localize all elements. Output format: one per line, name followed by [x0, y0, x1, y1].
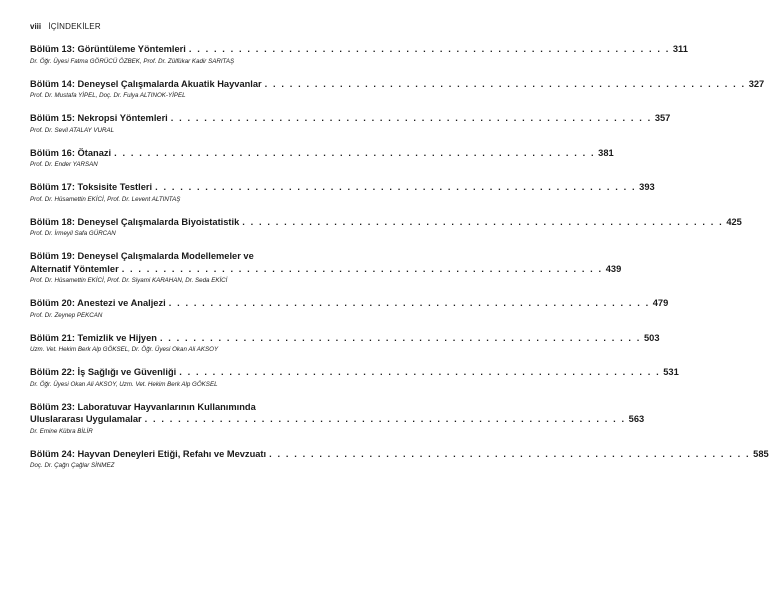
chapter-title-row: [30, 147, 614, 160]
chapter-authors: Prof. Dr. Zeynep PEKCAN: [30, 311, 103, 319]
dot-leader: . . . . . . . . . . . . . . . . . . . . . . . . . . . . . . . . . . . . . . . . . . . . . . . . . . . . . . . . . .: [179, 367, 661, 377]
chapter-title-row: [30, 78, 765, 91]
chapter-title-row: [30, 366, 679, 379]
toc-entry[interactable]: [30, 112, 671, 134]
chapter-title: Bölüm 14: Deneysel Çalışmalarda Akuatik Hayvanlar: [30, 78, 262, 89]
chapter-title-row: [30, 43, 688, 56]
chapter-page-number: 425: [726, 216, 742, 227]
toc-entry[interactable]: [30, 297, 669, 319]
chapter-title: Bölüm 24: Hayvan Deneyleri Etiği, Refahı ve Mevzuatı: [30, 448, 267, 459]
chapter-title: Bölüm 13: Görüntüleme Yöntemleri: [30, 44, 186, 54]
chapter-title-row: [30, 263, 622, 276]
chapter-title-row: [30, 448, 769, 461]
chapter-page-number: 503: [643, 332, 660, 343]
dot-leader: . . . . . . . . . . . . . . . . . . . . . . . . . . . . . . . . . . . . . . . . . . . . . . . . . . . . . . . . . .: [269, 448, 751, 459]
chapter-title: Uluslararası Uygulamalar: [30, 414, 142, 424]
chapter-authors: Prof. Dr. Hüsamettin EKİCİ, Prof. Dr. Siyami KARAHAN, Dr. Seda EKİCİ: [30, 277, 228, 284]
chapter-authors: Prof. Dr. Sevil ATALAY VURAL: [30, 126, 115, 134]
section-title: İÇİNDEKİLER: [48, 22, 101, 31]
running-head: [30, 22, 357, 31]
chapter-page-number: 327: [748, 78, 765, 89]
dot-leader: . . . . . . . . . . . . . . . . . . . . . . . . . . . . . . . . . . . . . . . . . . . . . . . . . . . . . . . . . .: [144, 414, 626, 424]
chapter-page-number: 563: [628, 414, 645, 424]
chapter-title-row: [30, 181, 655, 194]
chapter-page-number: 357: [654, 113, 671, 123]
toc-entry[interactable]: [30, 147, 614, 169]
toc-entry[interactable]: [30, 448, 769, 470]
toc-entry[interactable]: [30, 366, 679, 388]
chapter-title: Alternatif Yöntemler: [30, 263, 119, 274]
chapter-authors: Dr. Öğr. Üyesi Okan Ali AKSOY, Uzm. Vet. Hekim Berk Alp GÖKSEL: [30, 380, 218, 388]
toc-list: [30, 43, 769, 469]
chapter-page-number: 381: [598, 147, 614, 158]
dot-leader: . . . . . . . . . . . . . . . . . . . . . . . . . . . . . . . . . . . . . . . . . . . . . . . . . . . . . . . . . .: [114, 147, 596, 158]
chapter-title: Bölüm 17: Toksisite Testleri: [30, 182, 153, 192]
chapter-title: Bölüm 15: Nekropsi Yöntemleri: [30, 113, 168, 123]
chapter-title-line1: Bölüm 19: Deneysel Çalışmalarda Modellemeler ve: [30, 251, 254, 261]
chapter-authors: Dr. Emine Kübra BİLİR: [30, 427, 93, 435]
chapter-authors: Prof. Dr. İrmeyil Safa GÜRCAN: [30, 230, 116, 237]
dot-leader: . . . . . . . . . . . . . . . . . . . . . . . . . . . . . . . . . . . . . . . . . . . . . . . . . . . . . . . . . .: [264, 78, 746, 89]
chapter-title-row: [30, 332, 660, 345]
chapter-page-number: 393: [639, 182, 655, 192]
dot-leader: . . . . . . . . . . . . . . . . . . . . . . . . . . . . . . . . . . . . . . . . . . . . . . . . . . . . . . . . . .: [155, 182, 637, 192]
chapter-title: Bölüm 20: Anestezi ve Analjezi: [30, 298, 166, 308]
page-number-roman: viii: [30, 22, 42, 31]
toc-page: [30, 22, 769, 482]
chapter-authors: Doç. Dr. Çağrı Çağlar SİNMEZ: [30, 462, 115, 469]
chapter-title-row: [30, 297, 669, 310]
chapter-authors: Uzm. Vet. Hekim Berk Alp GÖKSEL, Dr. Öğr. Üyesi Okan Ali AKSOY: [30, 346, 219, 353]
toc-entry[interactable]: [30, 216, 742, 238]
dot-leader: . . . . . . . . . . . . . . . . . . . . . . . . . . . . . . . . . . . . . . . . . . . . . . . . . . . . . . . . . .: [242, 216, 724, 227]
chapter-title: Bölüm 16: Ötanazi: [30, 147, 112, 158]
chapter-title-line1: Bölüm 23: Laboratuvar Hayvanlarının Kullanımında: [30, 401, 256, 412]
toc-entry[interactable]: [30, 250, 622, 284]
dot-leader: . . . . . . . . . . . . . . . . . . . . . . . . . . . . . . . . . . . . . . . . . . . . . . . . . . . . . . . . . .: [168, 298, 650, 308]
chapter-page-number: 311: [672, 44, 688, 54]
chapter-authors: Prof. Dr. Ender YARSAN: [30, 161, 98, 168]
chapter-page-number: 585: [753, 448, 769, 459]
chapter-title: Bölüm 22: İş Sağlığı ve Güvenliği: [30, 367, 177, 377]
toc-entry[interactable]: [30, 181, 655, 203]
chapter-authors: Prof. Dr. Hüsamettin EKİCİ, Prof. Dr. Levent ALTINTAŞ: [30, 195, 181, 203]
toc-entry[interactable]: [30, 401, 645, 435]
chapter-authors: Prof. Dr. Mustafa YİPEL, Doç. Dr. Fulya ALTINOK-YİPEL: [30, 92, 186, 99]
chapter-page-number: 531: [663, 367, 679, 377]
chapter-title-row: [30, 216, 742, 229]
chapter-title-row: [30, 413, 645, 426]
toc-entry[interactable]: [30, 78, 765, 100]
chapter-authors: Dr. Öğr. Üyesi Fatma GÖRÜCÜ ÖZBEK, Prof. Dr. Zülfükar Kadir SARITAŞ: [30, 57, 235, 65]
chapter-title: Bölüm 21: Temizlik ve Hijyen: [30, 332, 157, 343]
dot-leader: . . . . . . . . . . . . . . . . . . . . . . . . . . . . . . . . . . . . . . . . . . . . . . . . . . . . . . . . . .: [121, 263, 603, 274]
dot-leader: . . . . . . . . . . . . . . . . . . . . . . . . . . . . . . . . . . . . . . . . . . . . . . . . . . . . . . . . . .: [170, 113, 652, 123]
chapter-page-number: 439: [605, 263, 622, 274]
dot-leader: . . . . . . . . . . . . . . . . . . . . . . . . . . . . . . . . . . . . . . . . . . . . . . . . . . . . . . . . . .: [159, 332, 641, 343]
chapter-page-number: 479: [652, 298, 669, 308]
toc-entry[interactable]: [30, 43, 688, 65]
chapter-title-row: [30, 112, 671, 125]
chapter-title: Bölüm 18: Deneysel Çalışmalarda Biyoistatistik: [30, 216, 240, 227]
dot-leader: . . . . . . . . . . . . . . . . . . . . . . . . . . . . . . . . . . . . . . . . . . . . . . . . . . . . . . . . . .: [188, 44, 670, 54]
toc-entry[interactable]: [30, 332, 660, 354]
